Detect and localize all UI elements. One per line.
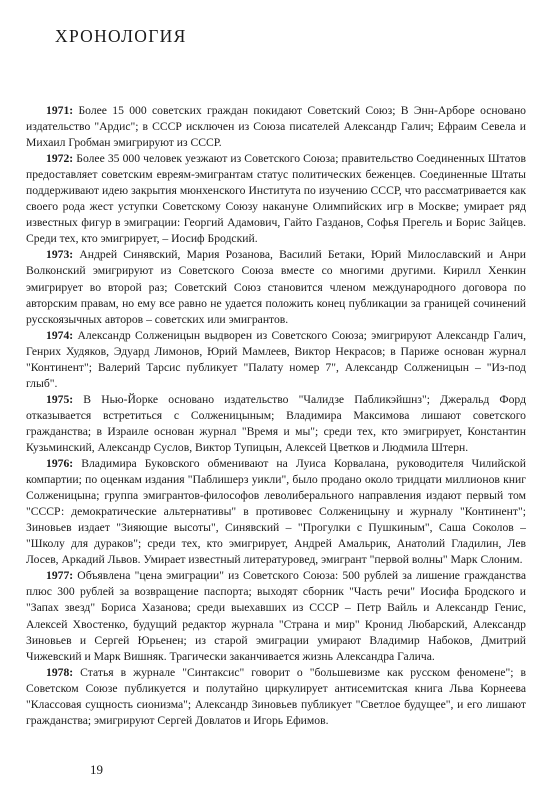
chronology-entry: [26, 456, 526, 568]
chronology-entry: [26, 247, 526, 327]
chronology-entries: [26, 103, 526, 729]
entry-year: 1974:: [46, 328, 74, 342]
entry-year: 1977:: [46, 569, 74, 583]
page-title: ХРОНОЛОГИЯ: [55, 26, 187, 46]
chronology-entry: [26, 103, 526, 151]
entry-text: В Нью-Йорке основано издательство "Чалидзе Пабликэйшнз"; Джеральд Форд отказывается встретиться с Солженицыным; Владимира Максимова лишают советского гражданства; в Израиле основан журнал "Время и мы"; среди тех, кто эмигрирует, Константин Кузьминский, Александр Суслов, Виктор Тупицын, Алексей Цветков и Людмила Штерн.: [26, 392, 526, 454]
page-number: 19: [90, 762, 103, 777]
entry-year: 1976:: [46, 457, 74, 471]
chronology-entry: [26, 665, 526, 729]
chronology-entry: [26, 328, 526, 392]
entry-text: Андрей Синявский, Мария Розанова, Василий Бетаки, Юрий Милославский и Анри Волконский эмигрируют из Советского Союза вместе со многими другими. Кирилл Хенкин эмигрирует во второй раз; Советский Союз становится членом международного договора по авторским правам, но ему все равно не удается положить конец публикации за границей сочинений русскоязычных авторов – советских или эмигрантов.: [26, 248, 526, 326]
chronology-entry: [26, 151, 526, 247]
entry-text: Более 15 000 советских граждан покидают Советский Союз; В Энн-Арборе основано издательство "Ардис"; в СССР исключен из Союза писателей Александр Галич; Ефраим Севела и Михаил Гробман эмигрируют из СССР.: [26, 104, 526, 150]
entry-year: 1973:: [46, 248, 74, 262]
entry-text: Александр Солженицын выдворен из Советского Союза; эмигрируют Александр Галич, Генрих Худяков, Эдуард Лимонов, Юрий Мамлеев, Виктор Некрасов; в Париже основан журнал "Континент"; Валерий Тарсис публикует "Палату номер 7", Александр Солженицын – "Из-под глыб".: [26, 328, 526, 390]
chronology-entry: [26, 568, 526, 664]
entry-text: Владимира Буковского обменивают на Луиса Корвалана, руководителя Чилийской компартии; по оценкам издания "Паблишерз уикли", было продано около тридцати миллионов книг Солженицына; группа эмигрантов-философов леволиберального направления издают первый том "СССР: демократические альтернативы" в противовес Солженицыну и журналу "Континент"; Зиновьев издает "Зияющие высоты", Синявский – "Прогулки с Пушкиным", Саша Соколов – "Школу для дураков"; среди тех, кто эмигрирует, Андрей Амальрик, Анатолий Гладилин, Лев Лосев, Аркадий Львов. Умирает известный литературовед, эмигрант "первой волны" Марк Слоним.: [26, 457, 526, 567]
entry-text: Статья в журнале "Синтаксис" говорит о "большевизме как русском феномене"; в Советском Союзе публикуется и полутайно циркулирует антисемитская книга Льва Корнеева "Классовая сущность сионизма"; Александр Зиновьев публикует "Светлое будущее", и его лишают гражданства; эмигрируют Сергей Довлатов и Игорь Ефимов.: [26, 665, 526, 727]
entry-text: Объявлена "цена эмиграции" из Советского Союза: 500 рублей за лишение гражданства плюс 300 рублей за возвращение паспорта; выходят сборник "Часть речи" Иосифа Бродского и "Запах звезд" Бориса Хазанова; среди выехавших из СССР – Петр Вайль и Александр Генис, Алексей Хвостенко, будущий редактор журнала "Страна и мир" Кронид Любарский, Александр Зиновьев и Сергей Юрьенен; из старой эмиграции умирают Владимир Набоков, Дмитрий Чижевский и Марк Вишняк. Трагически заканчивается жизнь Александра Галича.: [26, 569, 526, 663]
entry-text: Более 35 000 человек уезжают из Советского Союза; правительство Соединенных Штатов предоставляет советским евреям-эмигрантам статус политических беженцев. Соединенные Штаты поддерживают идею закрытия мюнхенского Института по изучению СССР, что рассматривается как своего рода жест уступки Советскому Союзу накануне Олимпийских игр в Москве; умирает ряд известных фигур в эмиграции: Георгий Адамович, Гайто Газданов, Софья Прегель и Борис Зайцев. Среди тех, кто эмигрирует, – Иосиф Бродский.: [26, 152, 526, 246]
entry-year: 1971:: [46, 104, 74, 117]
entry-year: 1975:: [46, 392, 74, 406]
chronology-entry: [26, 392, 526, 456]
entry-year: 1978:: [46, 665, 74, 679]
entry-year: 1972:: [46, 152, 74, 166]
